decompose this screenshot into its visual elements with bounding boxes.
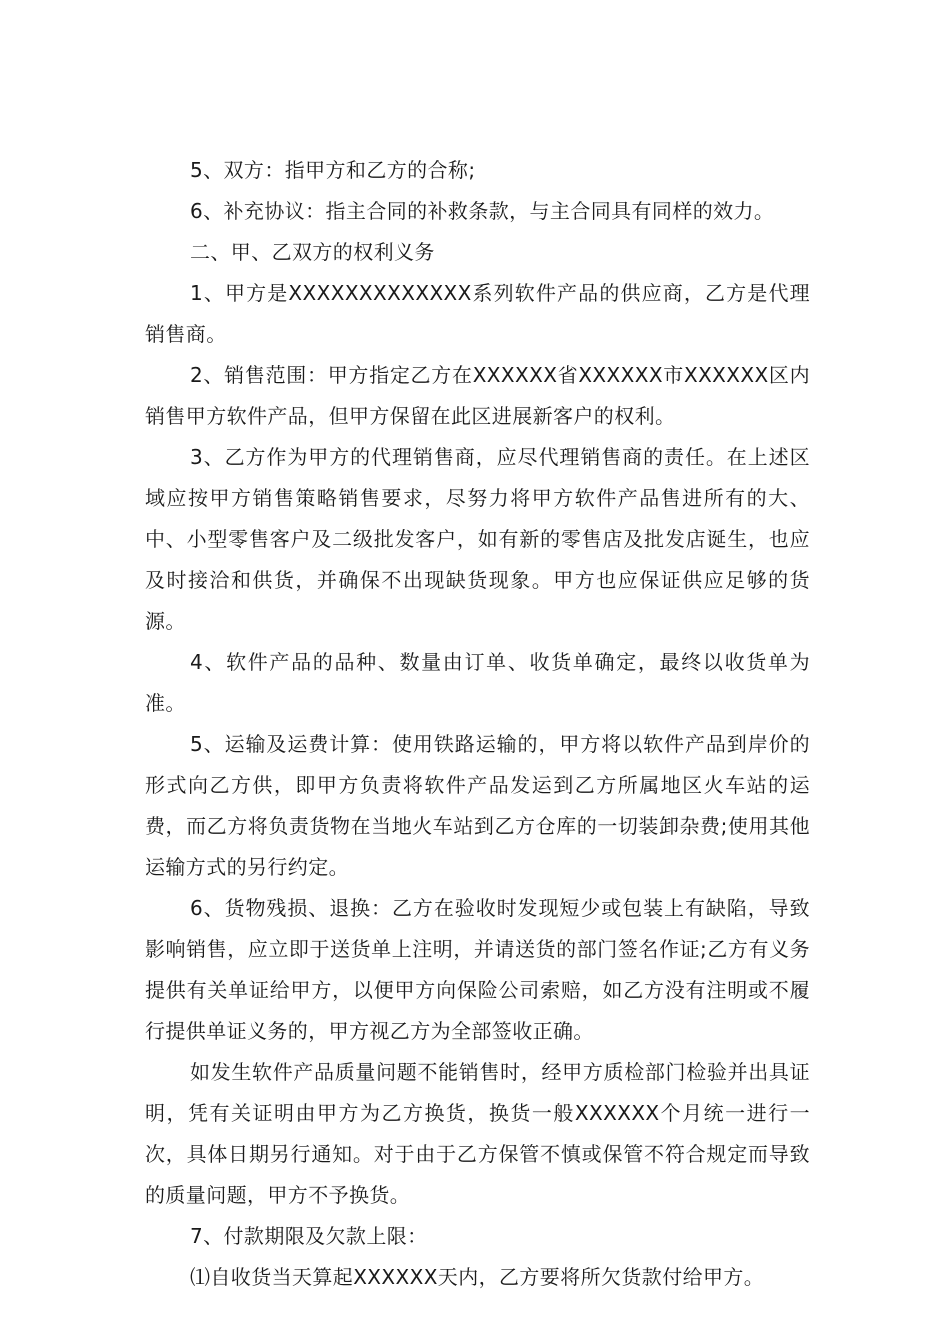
paragraph-clause-5: 5、运输及运费计算：使用铁路运输的，甲方将以软件产品到岸价的形式向乙方供，即甲方负责将软件产品发运到乙方所属地区火车站的运费，而乙方将负责货物在当地火车站到乙方仓库的一切装卸杂费;使用其他运输方式的另行约定。 (145, 732, 810, 879)
paragraph-clause-7: 7、付款期限及欠款上限： (190, 1224, 428, 1248)
paragraph-clause-3: 3、乙方作为甲方的代理销售商，应尽代理销售商的责任。在上述区域应按甲方销售策略销售要求，尽努力将甲方软件产品售进所有的大、中、小型零售客户及二级批发客户，如有新的零售店及批发店诞生，也应及时接洽和供货，并确保不出现缺货现象。甲方也应保证供应足够的货源。 (145, 445, 810, 633)
paragraph-clause-6: 6、货物残损、退换：乙方在验收时发现短少或包装上有缺陷，导致影响销售，应立即于送货单上注明，并请送货的部门签名作证;乙方有义务提供有关单证给甲方，以便甲方向保险公司索赔，如乙方没有注明或不履行提供单证义务的，甲方视乙方为全部签收正确。 (145, 896, 810, 1043)
paragraph-clause-7-item-1: ⑴自收货当天算起XXXXXX天内，乙方要将所欠货款付给甲方。 (190, 1265, 765, 1289)
paragraph-clause-1: 1、甲方是XXXXXXXXXXXXX系列软件产品的供应商，乙方是代理销售商。 (145, 281, 810, 346)
paragraph-def-supplement: 6、补充协议：指主合同的补救条款，与主合同具有同样的效力。 (190, 199, 775, 223)
paragraph-def-parties: 5、双方：指甲方和乙方的合称; (190, 158, 476, 182)
paragraph-clause-2: 2、销售范围：甲方指定乙方在XXXXXX省XXXXXX市XXXXXX区内销售甲方软件产品，但甲方保留在此区进展新客户的权利。 (145, 363, 810, 428)
section-heading-rights: 二、甲、乙双方的权利义务 (190, 240, 435, 264)
paragraph-quality-exchange: 如发生软件产品质量问题不能销售时，经甲方质检部门检验并出具证明，凭有关证明由甲方为乙方换货，换货一般XXXXXX个月统一进行一次，具体日期另行通知。对于由于乙方保管不慎或保管不符合规定而导致的质量问题，甲方不予换货。 (145, 1060, 810, 1207)
paragraph-clause-4: 4、软件产品的品种、数量由订单、收货单确定，最终以收货单为准。 (145, 650, 810, 715)
document-body (145, 150, 810, 1298)
